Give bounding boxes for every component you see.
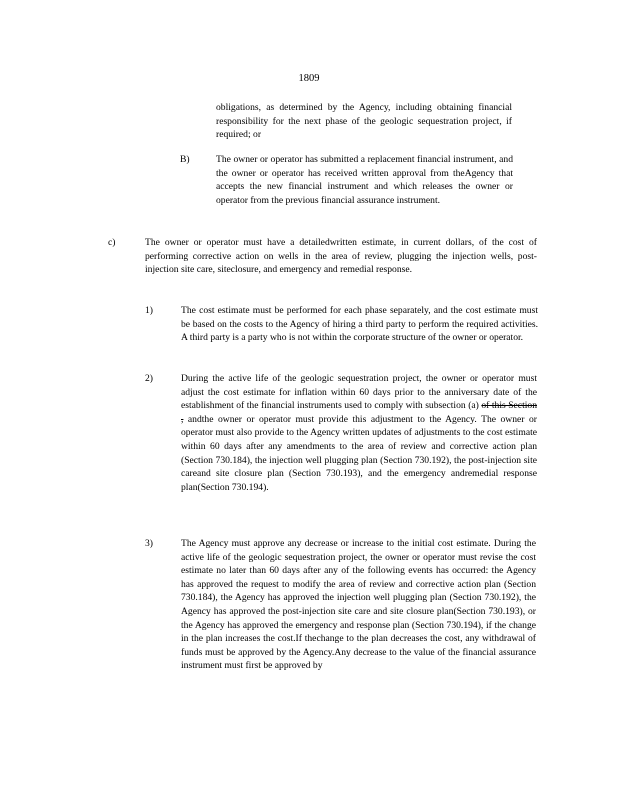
item-2-label: 2) <box>145 373 153 384</box>
item-2-paragraph <box>181 372 537 494</box>
item-1-paragraph: The cost estimate must be performed for each phase separately, and the cost estimate must be based on the costs to the Agency of hiring a third party to perform the required activities. A third party is a party who is not within the corporate structure of the owner or operator. <box>181 305 538 344</box>
continued-paragraph: obligations, as determined by the Agency, including obtaining financial responsibility for the next phase of the geologic sequestration project, if required; or <box>216 102 512 141</box>
item-3-paragraph: The Agency must approve any decrease or increase to the initial cost estimate. During the active life of the geologic sequestration project, the owner or operator must revise the cost estimate no later than 60 days after any of the following events has occurred: the Agency has approved the request to modify the area of review and corrective action plan (Section 730.184), the Agency has approved the injection well plugging plan (Section 730.192), the Agency has approved the post-injection site care and site closure plan(Section 730.193), or the Agency has approved the emergency and response plan (Section 730.194), if the change in the plan increases the cost.If thechange to the plan decreases the cost, any withdrawal of funds must be approved by the Agency.Any decrease to the value of the financial assurance instrument must first be approved by <box>181 538 536 672</box>
item-b-paragraph: The owner or operator has submitted a replacement financial instrument, and the owner or operator has received written approval from theAgency that accepts the new financial instrument and which releases the owner or operator from the previous financial assurance instrument. <box>216 154 513 206</box>
item-3-label: 3) <box>145 538 153 549</box>
item-2-struck-text: of this Section , <box>181 400 537 425</box>
section-c-label: c) <box>108 237 116 248</box>
page-number: 1809 <box>298 73 320 84</box>
item-2-text-before: During the active life of the geologic sequestration project, the owner or operator must adjust the cost estimate for inflation within 60 days prior to the anniversary date of the establishment of the financial instruments used to comply with subsection (a) <box>181 373 537 412</box>
item-1-label: 1) <box>145 305 153 316</box>
section-c-paragraph: The owner or operator must have a detailedwritten estimate, in current dollars, of the cost of performing corrective action on wells in the area of review, plugging the injection wells, post-injection site care, siteclosure, and emergency and remedial response. <box>145 237 537 276</box>
item-b-label: B) <box>180 154 190 165</box>
item-2-text-after: andthe owner or operator must provide this adjustment to the Agency. The owner or operator must also provide to the Agency written updates of adjustments to the cost estimate within 60 days after any amendments to the area of review and corrective action plan (Section 730.184), the injection well plugging plan (Section 730.192), the post-injection site careand site closure plan (Section 730.193), and the emergency andremedial response plan(Section 730.194). <box>181 413 537 493</box>
